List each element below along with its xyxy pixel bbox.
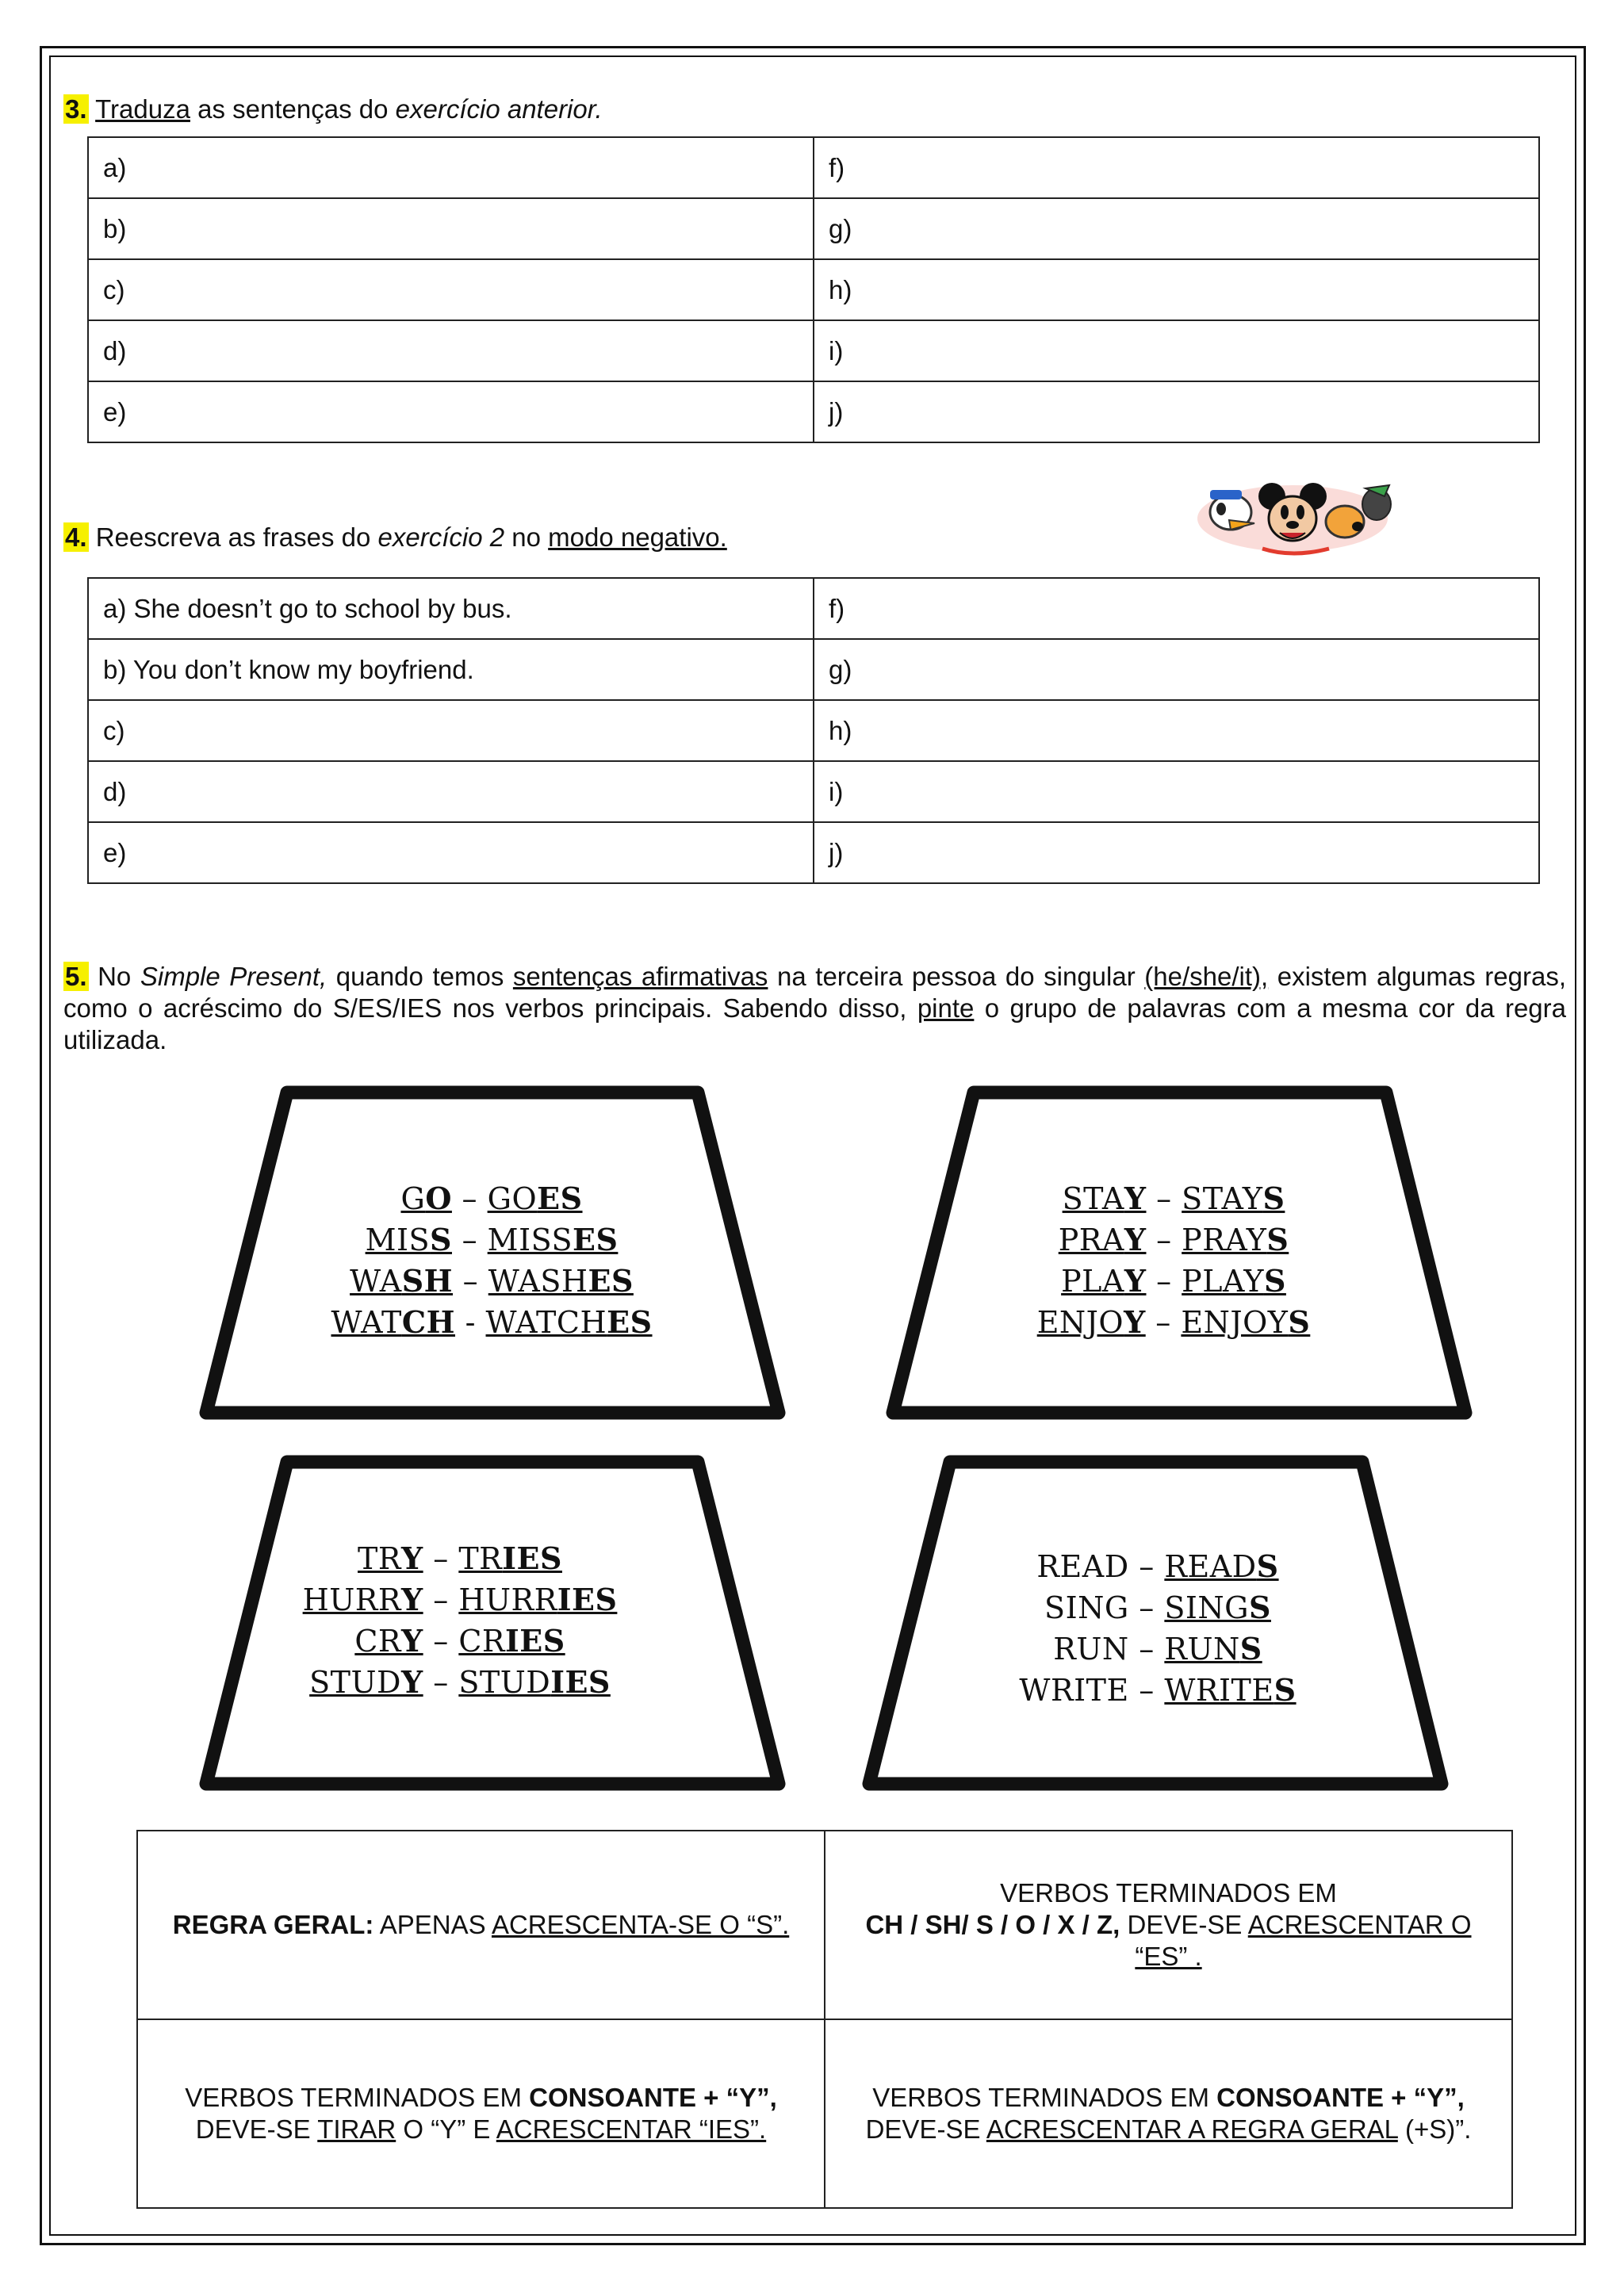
third-person-verb xyxy=(1164,1673,1296,1708)
card-ys-words xyxy=(967,1178,1380,1343)
third-person-verb xyxy=(1164,1549,1278,1584)
rule-general-underline: ACRESCENTA-SE O “S”. xyxy=(491,1910,790,1939)
q5-text-3: quando temos xyxy=(327,962,513,991)
dash-separator: – xyxy=(453,1264,488,1299)
base-verb xyxy=(1037,1305,1146,1340)
third-person-verb xyxy=(458,1624,565,1659)
third-person-stem: ENJOY xyxy=(1181,1305,1289,1340)
q5-text-8: pinte xyxy=(917,993,975,1023)
third-person-verb xyxy=(1182,1181,1285,1216)
dash-separator: – xyxy=(1128,1549,1165,1584)
base-verb xyxy=(366,1223,452,1257)
q4-answer-cell-right[interactable]: i) xyxy=(814,761,1539,822)
base-verb xyxy=(358,1541,423,1576)
q3-title-word: Traduza xyxy=(95,94,190,124)
rule-ys-text2: DEVE-SE xyxy=(865,2114,986,2144)
card-ies-line xyxy=(270,1621,650,1662)
q4-answer-cell-left[interactable]: a) She doesn’t go to school by bus. xyxy=(88,578,814,639)
dash-separator: – xyxy=(423,1624,459,1659)
dash-separator: - xyxy=(455,1305,486,1340)
rule-ies-text1: VERBOS TERMINADOS EM xyxy=(185,2083,530,2112)
base-verb-ending: O xyxy=(425,1181,452,1216)
third-person-ending: S xyxy=(1263,1263,1286,1299)
rule-ies-text3: O “Y” E xyxy=(396,2114,496,2144)
third-person-ending: ES xyxy=(607,1304,653,1340)
base-verb-stem: TR xyxy=(358,1541,401,1576)
rule-general-text: APENAS xyxy=(373,1910,492,1939)
rule-ys-text1: VERBOS TERMINADOS EM xyxy=(872,2083,1217,2112)
rule-ys xyxy=(825,2019,1512,2208)
card-s-line xyxy=(959,1587,1356,1628)
dash-separator: – xyxy=(423,1541,459,1576)
base-verb-stem: PLA xyxy=(1061,1264,1124,1299)
q3-title-mid: as sentenças do xyxy=(190,94,396,124)
base-verb xyxy=(309,1665,423,1700)
card-ies-line xyxy=(270,1579,650,1621)
q4-answer-cell-right[interactable]: g) xyxy=(814,639,1539,700)
third-person-verb xyxy=(488,1264,634,1299)
q5-text-5: na terceira pessoa do singular xyxy=(768,962,1145,991)
base-verb: SING xyxy=(1044,1590,1129,1625)
base-verb xyxy=(350,1264,453,1299)
third-person-ending: S xyxy=(1262,1181,1285,1216)
third-person-ending: S xyxy=(1274,1672,1297,1708)
base-verb-ending: Y xyxy=(401,1540,423,1576)
third-person-verb xyxy=(458,1582,617,1617)
base-verb-ending: S xyxy=(430,1222,452,1257)
q5-text-1: No xyxy=(88,962,140,991)
base-verb-stem: WAT xyxy=(331,1305,402,1340)
dash-separator: – xyxy=(1128,1673,1165,1708)
third-person-stem: MISS xyxy=(487,1223,573,1257)
q3-answer-cell-left[interactable]: a) xyxy=(88,137,814,198)
base-verb-stem: ENJO xyxy=(1036,1305,1124,1340)
q3-answer-cell-right[interactable]: f) xyxy=(814,137,1539,198)
base-verb-stem: STUD xyxy=(309,1665,401,1700)
third-person-ending: S xyxy=(1239,1631,1262,1667)
card-ys-line xyxy=(967,1178,1380,1219)
dash-separator: – xyxy=(1146,1223,1182,1257)
q4-title-italic: exercício 2 xyxy=(377,522,505,552)
q4-title-underline: modo negativo. xyxy=(548,522,727,552)
dash-separator: – xyxy=(1128,1632,1165,1667)
rule-ies-underline1: TIRAR xyxy=(317,2114,396,2144)
q3-answer-cell-right[interactable]: i) xyxy=(814,320,1539,381)
rule-ys-bold: CONSOANTE + “Y”, xyxy=(1216,2083,1465,2112)
q5-text-7: existem algumas regras, como o acréscimo do S/ES/IES nos verbos principais. Sabendo disso, xyxy=(63,962,1567,1023)
base-verb-ending: Y xyxy=(1124,1181,1147,1216)
base-verb-stem: HURR xyxy=(302,1582,401,1617)
q4-title-mid: no xyxy=(504,522,549,552)
card-es-line xyxy=(301,1178,682,1219)
third-person-verb xyxy=(488,1223,619,1257)
third-person-ending: S xyxy=(1256,1548,1279,1584)
q4-answer-cell-right[interactable]: f) xyxy=(814,578,1539,639)
third-person-ending: ES xyxy=(573,1222,619,1257)
base-verb xyxy=(331,1305,455,1340)
q4-title-pre: Reescreva as frases do xyxy=(88,522,378,552)
third-person-stem: TR xyxy=(458,1541,503,1576)
card-s-line xyxy=(959,1628,1356,1670)
card-ies-line xyxy=(270,1662,650,1703)
third-person-ending: IES xyxy=(550,1664,611,1700)
q4-answer-cell-left[interactable]: c) xyxy=(88,700,814,761)
base-verb-ending: Y xyxy=(1124,1304,1146,1340)
base-verb-ending: Y xyxy=(401,1582,423,1617)
third-person-stem: PLAY xyxy=(1182,1264,1264,1299)
third-person-ending: IES xyxy=(505,1623,565,1659)
third-person-stem: STUD xyxy=(458,1665,551,1700)
base-verb xyxy=(1059,1223,1147,1257)
card-es-words xyxy=(301,1178,682,1343)
third-person-verb xyxy=(1182,1264,1286,1299)
third-person-ending: IES xyxy=(557,1582,618,1617)
q3-answer-cell-left[interactable]: d) xyxy=(88,320,814,381)
card-es-line xyxy=(301,1219,682,1261)
third-person-verb xyxy=(458,1665,611,1700)
base-verb-ending: CH xyxy=(401,1304,456,1340)
rules-table xyxy=(136,1830,1513,2209)
rule-es-underline: ACRESCENTAR O “ES” . xyxy=(1135,1910,1472,1971)
base-verb-ending: Y xyxy=(1124,1263,1147,1299)
q4-answer-cell-right[interactable]: h) xyxy=(814,700,1539,761)
third-person-ending: S xyxy=(1249,1590,1271,1625)
base-verb-ending: SH xyxy=(401,1263,454,1299)
third-person-stem: PRAY xyxy=(1182,1223,1267,1257)
third-person-stem: WRITE xyxy=(1164,1673,1274,1708)
card-es-line xyxy=(301,1302,682,1343)
rule-general xyxy=(137,1831,825,2019)
base-verb-stem: STA xyxy=(1062,1181,1124,1216)
dash-separator: – xyxy=(1128,1590,1165,1625)
base-verb-stem: MIS xyxy=(365,1223,431,1257)
q5-number: 5. xyxy=(65,962,87,991)
base-verb-ending: Y xyxy=(401,1623,423,1659)
third-person-ending: IES xyxy=(502,1540,562,1576)
third-person-stem: GO xyxy=(487,1181,538,1216)
third-person-verb xyxy=(458,1541,562,1576)
q3-answer-cell-right[interactable]: h) xyxy=(814,259,1539,320)
base-verb: RUN xyxy=(1053,1632,1129,1667)
rule-ies xyxy=(137,2019,825,2208)
card-es-line xyxy=(301,1261,682,1302)
rule-general-bold: REGRA GERAL: xyxy=(172,1910,374,1939)
q3-number: 3. xyxy=(65,94,87,124)
card-ys-line xyxy=(967,1261,1380,1302)
base-verb-ending: Y xyxy=(401,1664,423,1700)
base-verb-stem: PRA xyxy=(1058,1223,1124,1257)
dash-separator: – xyxy=(451,1181,488,1216)
q3-answer-cell-left[interactable]: e) xyxy=(88,381,814,442)
dash-separator: – xyxy=(452,1223,488,1257)
base-verb-stem: WA xyxy=(350,1264,402,1299)
rule-es xyxy=(825,1831,1512,2019)
third-person-stem: SING xyxy=(1164,1590,1250,1625)
dash-separator: – xyxy=(1146,1181,1182,1216)
rule-ys-text3: (+S)”. xyxy=(1397,2114,1472,2144)
base-verb-ending: Y xyxy=(1124,1222,1147,1257)
dash-separator: – xyxy=(423,1582,459,1617)
third-person-verb xyxy=(1182,1223,1289,1257)
card-s-line xyxy=(959,1546,1356,1587)
third-person-stem: WASH xyxy=(488,1264,588,1299)
third-person-ending: ES xyxy=(537,1181,583,1216)
third-person-stem: READ xyxy=(1164,1549,1257,1584)
q4-answer-cell-right[interactable]: j) xyxy=(814,822,1539,883)
rule-es-bold: CH / SH/ S / O / X / Z, xyxy=(865,1910,1120,1939)
dash-separator: – xyxy=(1145,1305,1182,1340)
third-person-ending: ES xyxy=(588,1263,634,1299)
base-verb xyxy=(400,1181,451,1216)
third-person-stem: STAY xyxy=(1182,1181,1263,1216)
base-verb xyxy=(1063,1181,1147,1216)
base-verb: READ xyxy=(1036,1549,1129,1584)
q4-number: 4. xyxy=(65,522,87,552)
rule-ies-bold: CONSOANTE + “Y”, xyxy=(529,2083,777,2112)
card-ys-line xyxy=(967,1219,1380,1261)
third-person-stem: CR xyxy=(458,1624,505,1659)
rule-es-text: DEVE-SE xyxy=(1120,1910,1248,1939)
card-ies-words xyxy=(270,1538,650,1703)
third-person-verb xyxy=(1164,1632,1262,1667)
q3-answer-cell-right[interactable]: j) xyxy=(814,381,1539,442)
third-person-ending: S xyxy=(1288,1304,1311,1340)
card-ies-line xyxy=(270,1538,650,1579)
third-person-ending: S xyxy=(1266,1222,1289,1257)
third-person-stem: WATCH xyxy=(485,1305,607,1340)
rule-ys-underline: ACRESCENTAR A REGRA GERAL xyxy=(986,2114,1398,2144)
card-s-line xyxy=(959,1670,1356,1711)
base-verb xyxy=(354,1624,423,1659)
dash-separator: – xyxy=(1146,1264,1182,1299)
q4-answer-cell-left[interactable]: e) xyxy=(88,822,814,883)
q3-answer-cell-left[interactable]: b) xyxy=(88,198,814,259)
third-person-verb xyxy=(488,1181,583,1216)
q4-answer-cell-left[interactable]: d) xyxy=(88,761,814,822)
dash-separator: – xyxy=(423,1665,459,1700)
third-person-verb xyxy=(486,1305,653,1340)
base-verb xyxy=(1061,1264,1146,1299)
q3-answer-cell-right[interactable]: g) xyxy=(814,198,1539,259)
rule-ies-text2: DEVE-SE xyxy=(195,2114,318,2144)
base-verb: WRITE xyxy=(1019,1673,1129,1708)
q5-text-9: o grupo de palavras com a mesma cor da regra utilizada. xyxy=(63,993,1567,1054)
q4-answer-cell-left[interactable]: b) You don’t know my boyfriend. xyxy=(88,639,814,700)
third-person-verb xyxy=(1181,1305,1310,1340)
third-person-verb xyxy=(1164,1590,1271,1625)
third-person-stem: RUN xyxy=(1164,1632,1240,1667)
rule-ies-underline2: ACRESCENTAR “IES”. xyxy=(496,2114,767,2144)
q5-text-2: Simple Present, xyxy=(140,962,327,991)
base-verb-stem: CR xyxy=(354,1624,401,1659)
q3-title-italic: exercício anterior. xyxy=(395,94,603,124)
base-verb-stem: G xyxy=(400,1181,426,1216)
q5-text-6: (he/she/it), xyxy=(1144,962,1269,991)
third-person-stem: HURR xyxy=(458,1582,557,1617)
rule-es-line1: VERBOS TERMINADOS EM xyxy=(1000,1878,1337,1908)
q3-answer-cell-left[interactable]: c) xyxy=(88,259,814,320)
card-ys-line xyxy=(967,1302,1380,1343)
q5-text-4: sentenças afirmativas xyxy=(512,962,768,991)
card-s-words xyxy=(959,1546,1356,1711)
base-verb xyxy=(303,1582,423,1617)
